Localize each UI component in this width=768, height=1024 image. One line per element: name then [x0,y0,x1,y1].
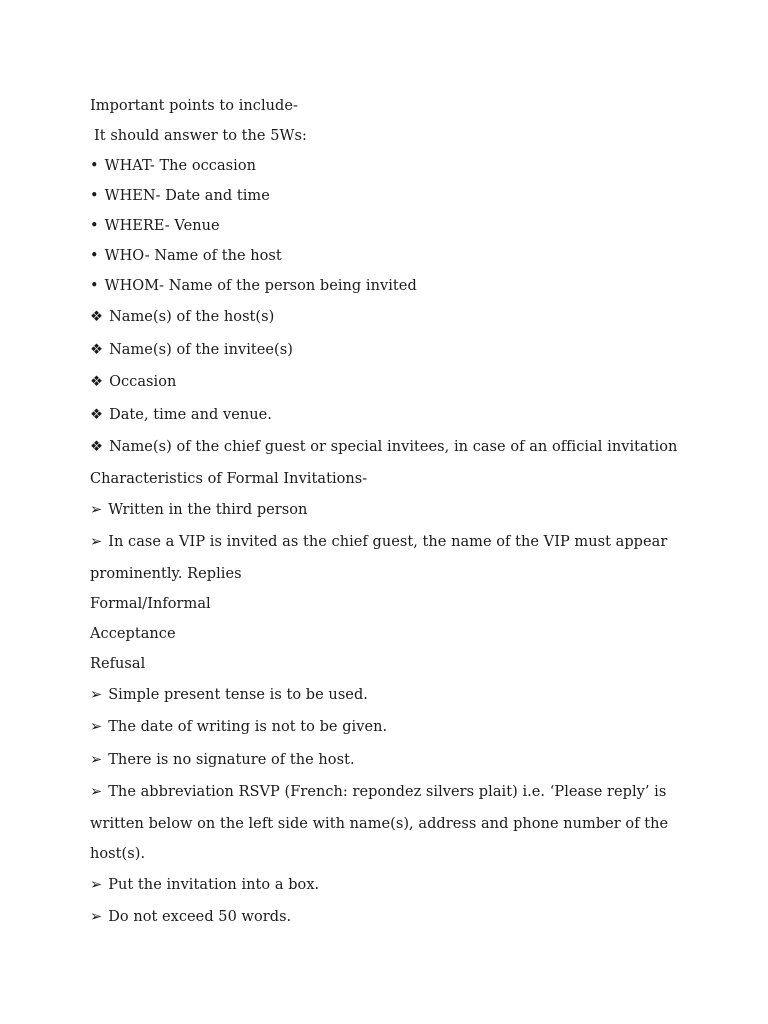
arrow-bullet-icon: ➢ [90,909,103,925]
list-item [90,241,690,271]
arrow-bullet-icon: ➢ [90,751,103,768]
list-item-text: There is no signature of the host. [108,751,355,768]
list-item-text: Date, time and venue. [109,406,272,423]
diamond-bullet-icon: ❖ [90,309,104,325]
list-item-text: WHOM- Name of the person being invited [104,278,417,294]
five-ws-list [90,151,690,301]
reply-type: Refusal [90,655,146,672]
arrow-bullet-icon: ➢ [90,686,103,703]
arrow-bullet-icon: ➢ [90,501,103,518]
diamond-bullet-icon: ❖ [90,341,104,358]
reply-types [90,589,690,679]
arrow-bullet-icon: ➢ [90,719,103,735]
list-item [90,301,690,334]
list-item [90,901,690,934]
list-item-text: In case a VIP is invited as the chief guest, the name of the VIP must appear [108,534,668,550]
bullet-icon: • [90,218,99,234]
list-item-continuation: prominently. Replies [90,565,242,582]
document-page [90,91,690,934]
characteristics-heading: Characteristics of Formal Invitations- [90,470,368,487]
rsvp-item [90,776,690,869]
bullet-icon: • [90,188,99,204]
list-item [90,679,690,712]
list-item-text: Written in the third person [108,501,308,518]
diamond-bullet-icon: ❖ [90,439,104,455]
list-item-continuation: host(s). [90,845,146,862]
list-item-text: Name(s) of the invitee(s) [109,341,293,358]
bullet-icon: • [90,248,99,264]
final-rules-list [90,869,690,934]
list-item-text: The abbreviation RSVP (French: repondez silvers plait) i.e. ‘Please reply’ is [108,784,667,800]
arrow-bullet-icon: ➢ [90,534,103,550]
list-item-text: Name(s) of the host(s) [109,309,275,325]
list-item-text: Do not exceed 50 words. [108,909,292,925]
list-item-text: WHAT- The occasion [104,158,257,174]
bullet-icon: • [90,158,99,174]
intro-heading: Important points to include- [90,98,298,114]
reply-type: Formal/Informal [90,595,211,612]
points-list [90,301,690,464]
list-item-text: WHEN- Date and time [104,188,270,204]
intro-subheading: It should answer to the 5Ws: [94,128,307,144]
list-item-text: Put the invitation into a box. [108,876,320,893]
list-item [90,526,690,559]
list-item-text: Occasion [109,374,177,390]
diamond-bullet-icon: ❖ [90,374,104,390]
list-item [90,399,690,432]
list-item [90,181,690,211]
list-item [90,869,690,902]
list-item-text: Simple present tense is to be used. [108,686,368,703]
list-item [90,211,690,241]
list-item-text: Name(s) of the chief guest or special invitees, in case of an official invitation [109,439,678,455]
bullet-icon: • [90,278,99,294]
list-item [90,366,690,399]
reply-type: Acceptance [90,625,176,642]
list-item [90,151,690,181]
list-item [90,271,690,301]
list-item-text: WHERE- Venue [104,218,220,234]
list-item [90,431,690,464]
rules-list [90,679,690,777]
list-item [90,744,690,777]
list-item-text: The date of writing is not to be given. [108,719,388,735]
list-item-continuation: written below on the left side with name(s), address and phone number of the [90,815,669,832]
list-item [90,334,690,367]
arrow-bullet-icon: ➢ [90,784,103,800]
list-item-text: WHO- Name of the host [104,248,282,264]
arrow-bullet-icon: ➢ [90,876,103,893]
list-item [90,776,690,809]
list-item [90,711,690,744]
list-item [90,494,690,527]
diamond-bullet-icon: ❖ [90,406,104,423]
